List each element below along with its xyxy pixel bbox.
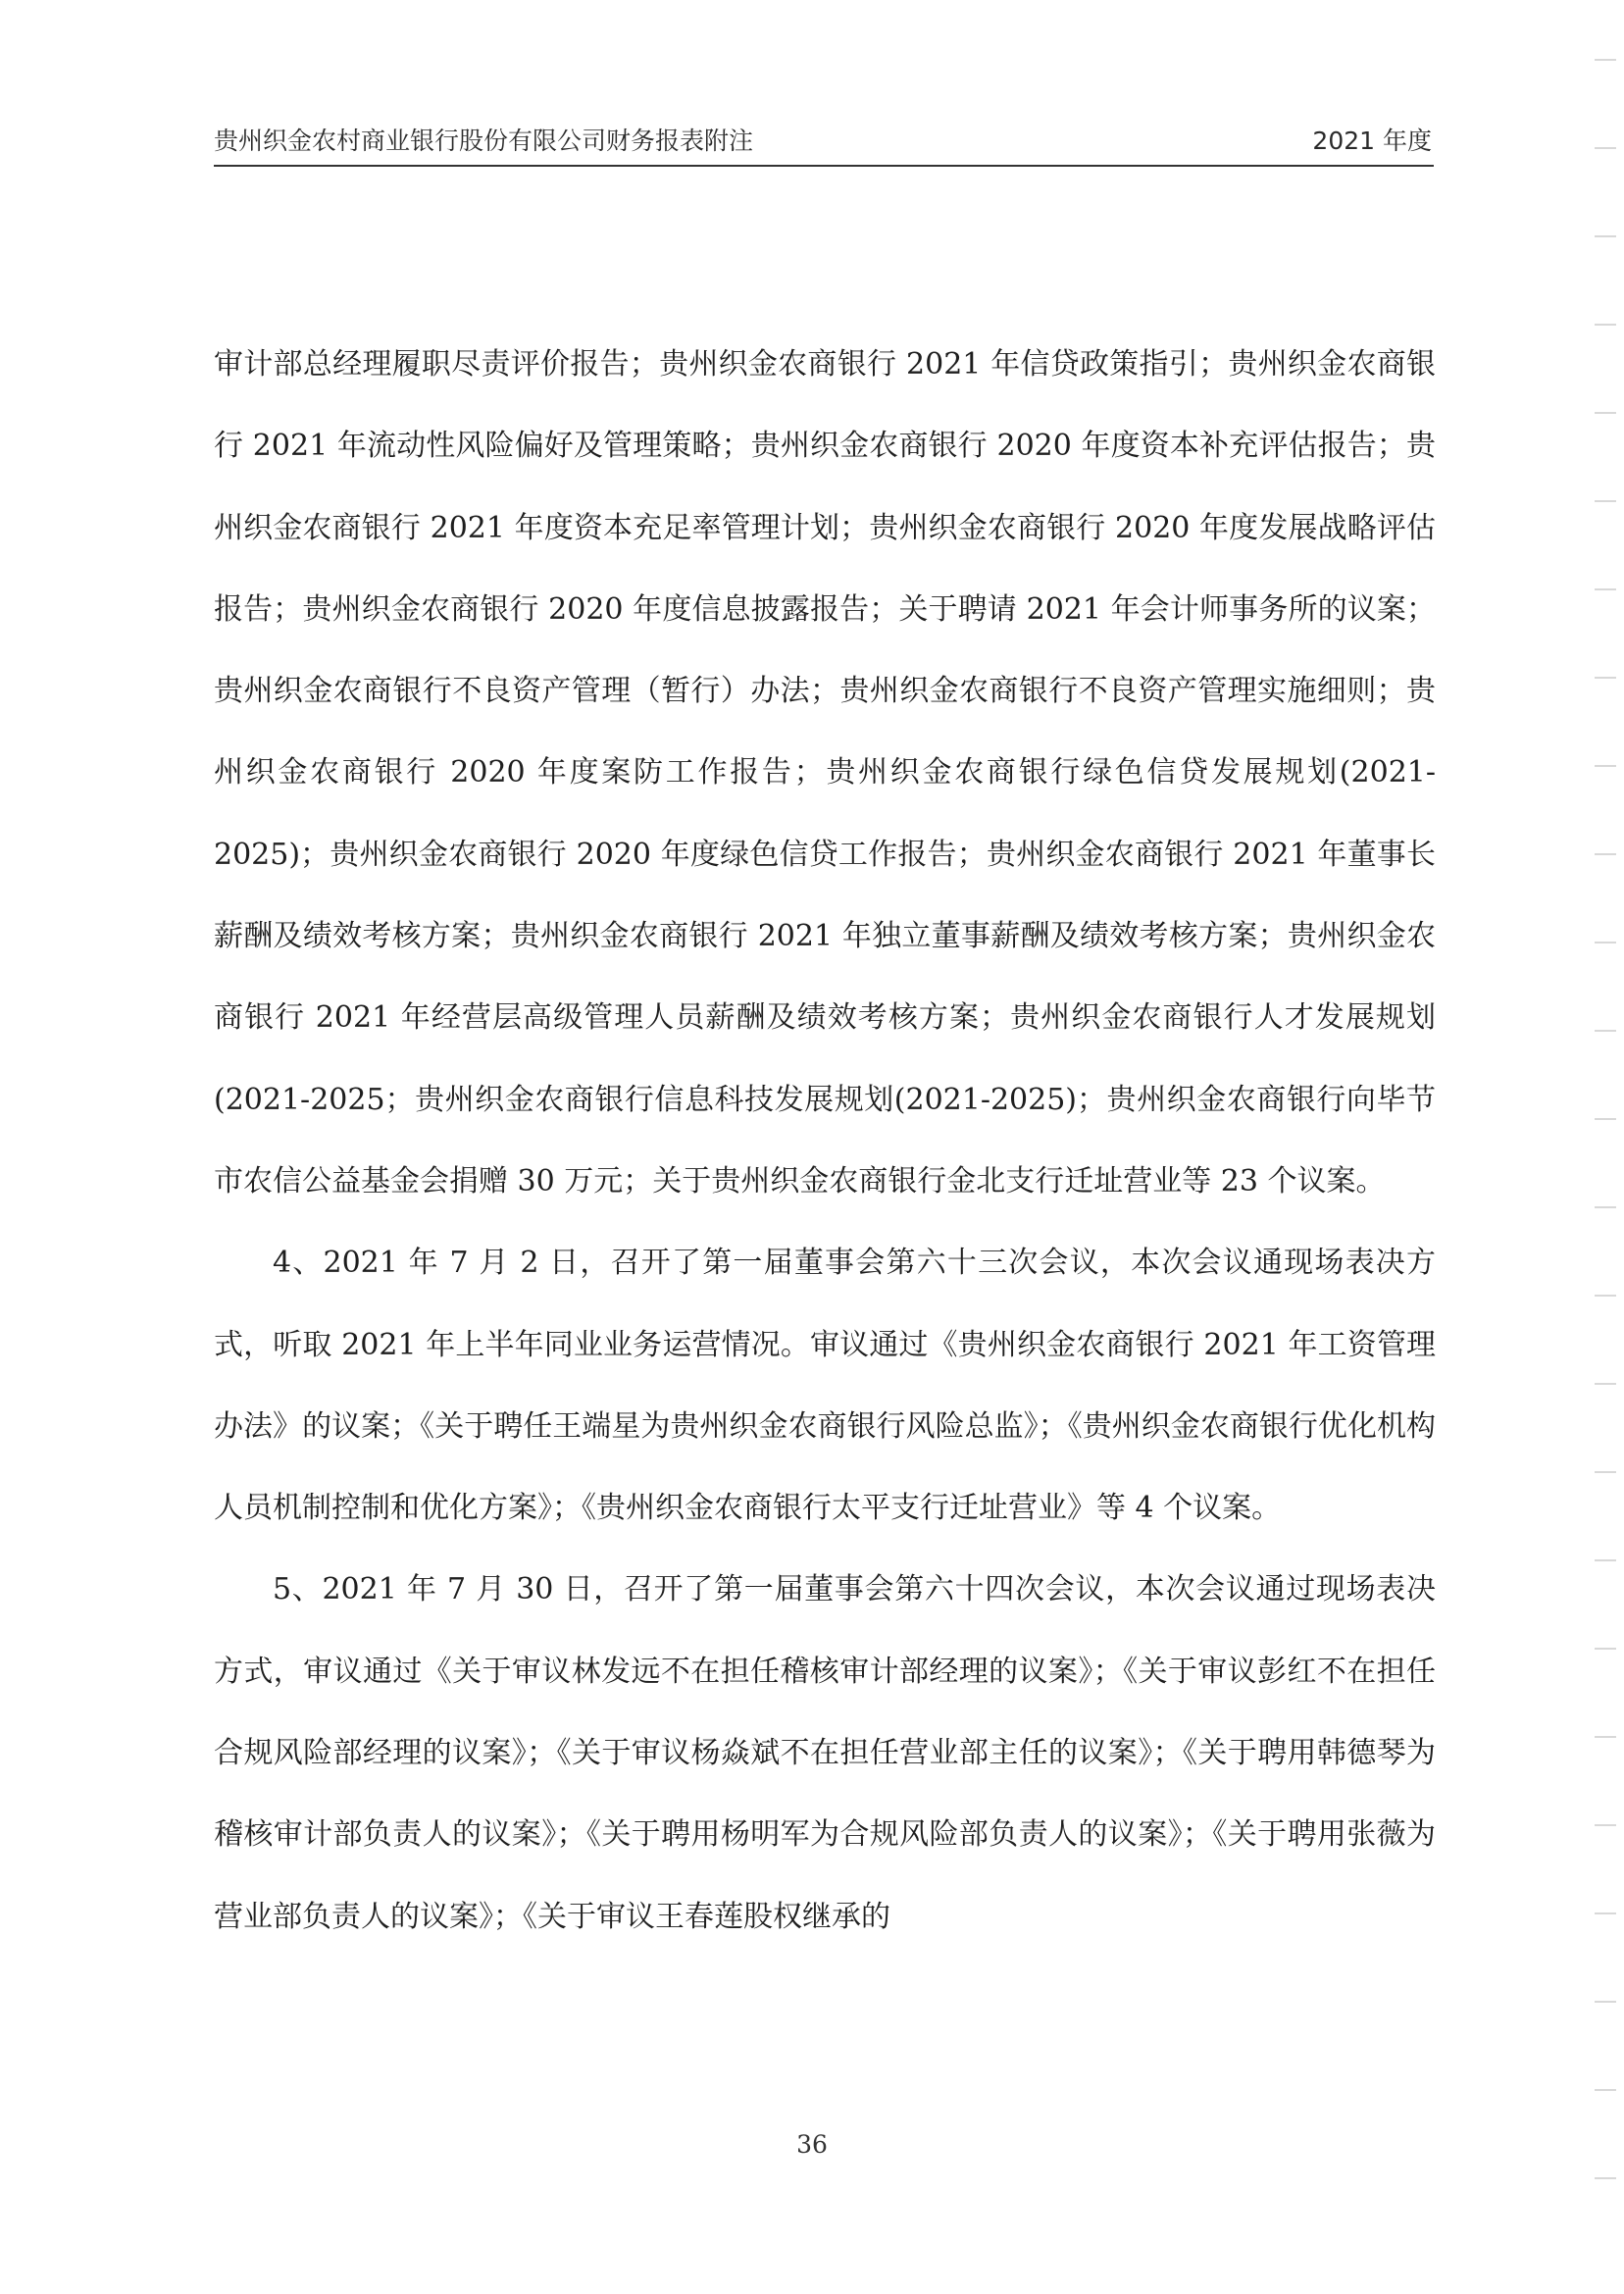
page-header	[214, 116, 1434, 167]
header-title: 贵州织金农村商业银行股份有限公司财务报表附注	[214, 127, 754, 155]
paragraph-item-5: 5、2021 年 7 月 30 日，召开了第一届董事会第六十四次会议，本次会议通过现场表决方式，审议通过《关于审议林发远不在担任稽核审计部经理的议案》；《关于审议彭红不在担任合规风险部经理的议案》；《关于审议杨焱斌不在担任营业部主任的议案》；《关于聘用韩德琴为稽核审计部负责人的议案》；《关于聘用杨明军为合规风险部负责人的议案》；《关于聘用张薇为营业部负责人的议案》；《关于审议王春莲股权继承的	[214, 1572, 1436, 1934]
scan-margin-marks	[1565, 0, 1624, 2294]
header-year: 2021 年度	[1312, 127, 1432, 155]
page-number: 36	[796, 2130, 828, 2159]
body-text	[214, 324, 1436, 1958]
paragraph-item-4: 4、2021 年 7 月 2 日，召开了第一届董事会第六十三次会议，本次会议通现场表决方式，听取 2021 年上半年同业业务运营情况。审议通过《贵州织金农商银行 2021 年工资管理办法》的议案；《关于聘任王端星为贵州织金农商银行风险总监》；《贵州织金农商银行优化机构人员机制控制和优化方案》；《贵州织金农商银行太平支行迁址营业》等 4 个议案。	[214, 1246, 1436, 1526]
paragraph-continued: 审计部总经理履职尽责评价报告；贵州织金农商银行 2021 年信贷政策指引；贵州织金农商银行 2021 年流动性风险偏好及管理策略；贵州织金农商银行 2020 年度资本补充评估报告；贵州织金农商银行 2021 年度资本充足率管理计划；贵州织金农商银行 2020 年度发展战略评估报告；贵州织金农商银行 2020 年度信息披露报告；关于聘请 2021 年会计师事务所的议案；贵州织金农商银行不良资产管理（暂行）办法；贵州织金农商银行不良资产管理实施细则；贵州织金农商银行 2020 年度案防工作报告；贵州织金农商银行绿色信贷发展规划(2021-2025)；贵州织金农商银行 2020 年度绿色信贷工作报告；贵州织金农商银行 2021 年董事长薪酬及绩效考核方案；贵州织金农商银行 2021 年独立董事薪酬及绩效考核方案；贵州织金农商银行 2021 年经营层高级管理人员薪酬及绩效考核方案；贵州织金农商银行人才发展规划(2021-2025；贵州织金农商银行信息科技发展规划(2021-2025)；贵州织金农商银行向毕节市农信公益基金会捐赠 30 万元；关于贵州织金农商银行金北支行迁址营业等 23 个议案。	[214, 347, 1436, 1198]
